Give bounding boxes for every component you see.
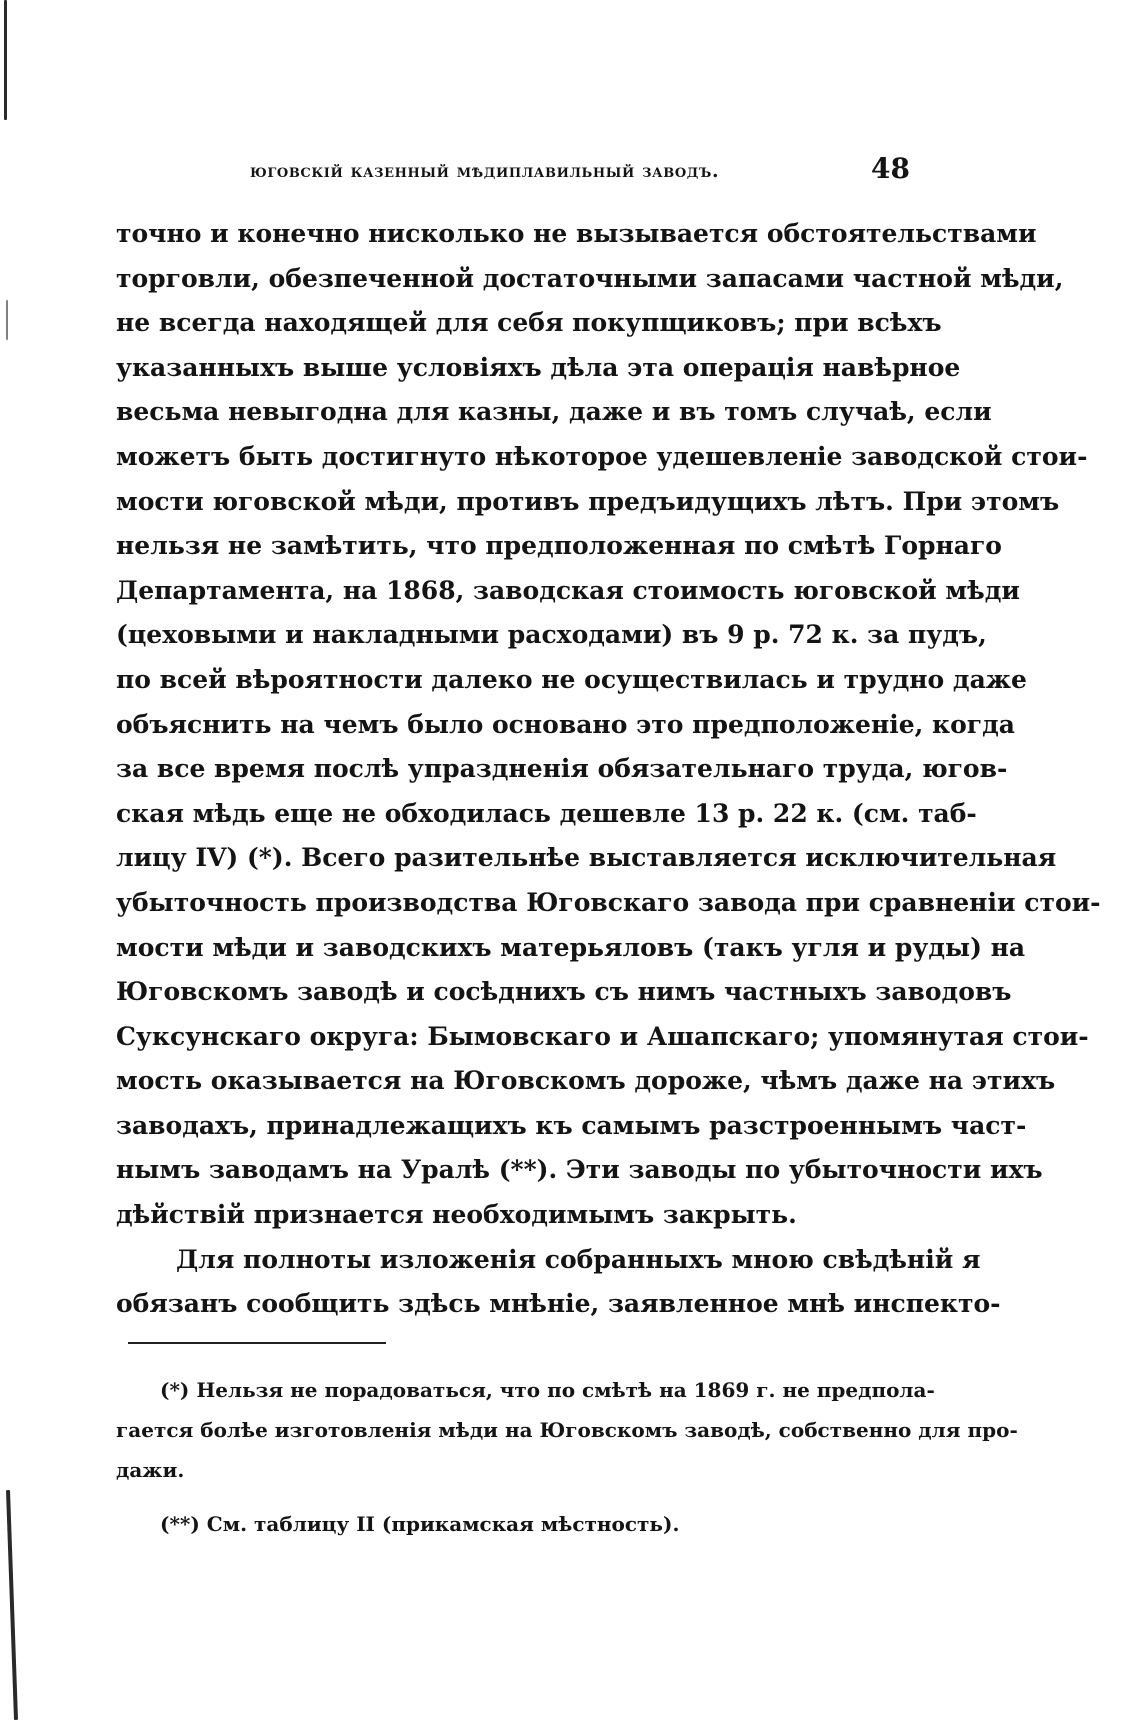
text-line: можетъ быть достигнуто нѣкоторое удешевленіе заводской стои- [116, 441, 1088, 471]
text-line: ская мѣдь еще не обходилась дешевле 13 р. 22 к. (см. таб- [116, 798, 977, 828]
text-line: торговли, обезпеченной достаточными запасами частной мѣди, [116, 263, 1064, 293]
text-line: объяснить на чемъ было основано это предположеніе, когда [116, 709, 1015, 739]
page-edge-mark [6, 1490, 18, 1720]
page-number: 48 [871, 152, 910, 185]
footnote-divider [128, 1342, 386, 1344]
text-line: за все время послѣ упраздненія обязательнаго труда, югов- [116, 754, 1008, 784]
text-line: нельзя не замѣтить, что предположенная по смѣтѣ Горнаго [116, 531, 1002, 561]
text-line: убыточность производства Юговскаго завода при сравненіи стои- [116, 887, 1101, 917]
text-line: Департамента, на 1868, заводская стоимость юговской мѣди [116, 575, 1020, 605]
text-line: мость оказывается на Юговскомъ дороже, чѣмъ даже на этихъ [116, 1066, 1056, 1096]
text-line: Суксунскаго округа: Бымовскаго и Ашапскаго; упомянутая стои- [116, 1021, 1089, 1051]
text-line: не всегда находящей для себя покупщиковъ; при всѣхъ [116, 308, 942, 338]
running-title: юговскій казенный мѣдиплавильный заводъ. [250, 160, 720, 182]
text-line: обязанъ сообщить здѣсь мнѣніе, заявленное мнѣ инспекто- [116, 1289, 1001, 1319]
body-text [116, 212, 1101, 1327]
text-line: весьма невыгодна для казны, даже и въ томъ случаѣ, если [116, 397, 992, 427]
text-line: (цеховыми и накладными расходами) въ 9 р. 72 к. за пудъ, [116, 620, 987, 650]
text-line: мости мѣди и заводскихъ матерьяловъ (такъ угля и руды) на [116, 932, 1026, 962]
text-line: указанныхъ выше условіяхъ дѣла эта операція навѣрное [116, 352, 961, 382]
paragraph-start-line: Для полноты изложенія собранныхъ мною свѣдѣній я [176, 1244, 981, 1274]
text-line: лицу IV) (*). Всего разительнѣе выставляется исключительная [116, 843, 1057, 873]
text-line: точно и конечно нисколько не вызывается обстоятельствами [116, 219, 1037, 248]
text-line: по всей вѣроятности далеко не осуществилась и трудно даже [116, 664, 1027, 694]
footnote-1-line: дажи. [116, 1458, 185, 1482]
page-edge-mark [6, 300, 8, 340]
footnotes [116, 1370, 1018, 1544]
text-line: мости юговской мѣди, противъ предъидущихъ лѣтъ. При этомъ [116, 486, 1060, 516]
text-line: Юговскомъ заводѣ и сосѣднихъ съ нимъ частныхъ заводовъ [116, 977, 1012, 1007]
text-line: нымъ заводамъ на Уралѣ (**). Эти заводы по убыточности ихъ [116, 1155, 1043, 1185]
paragraph-end-line: дѣйствій признается необходимымъ закрыть. [116, 1200, 797, 1230]
text-line: заводахъ, принадлежащихъ къ самымъ разстроеннымъ част- [116, 1110, 1027, 1140]
page-edge-mark [4, 0, 7, 120]
footnote-1-line: гается болѣе изготовленія мѣди на Юговскомъ заводѣ, собственно для про- [116, 1418, 1018, 1442]
footnote-2: (**) См. таблицу II (прикамская мѣстность). [160, 1512, 680, 1536]
footnote-1-line: (*) Нельзя не порадоваться, что по смѣтѣ на 1869 г. не предпола- [160, 1378, 935, 1402]
page-header [250, 152, 910, 192]
